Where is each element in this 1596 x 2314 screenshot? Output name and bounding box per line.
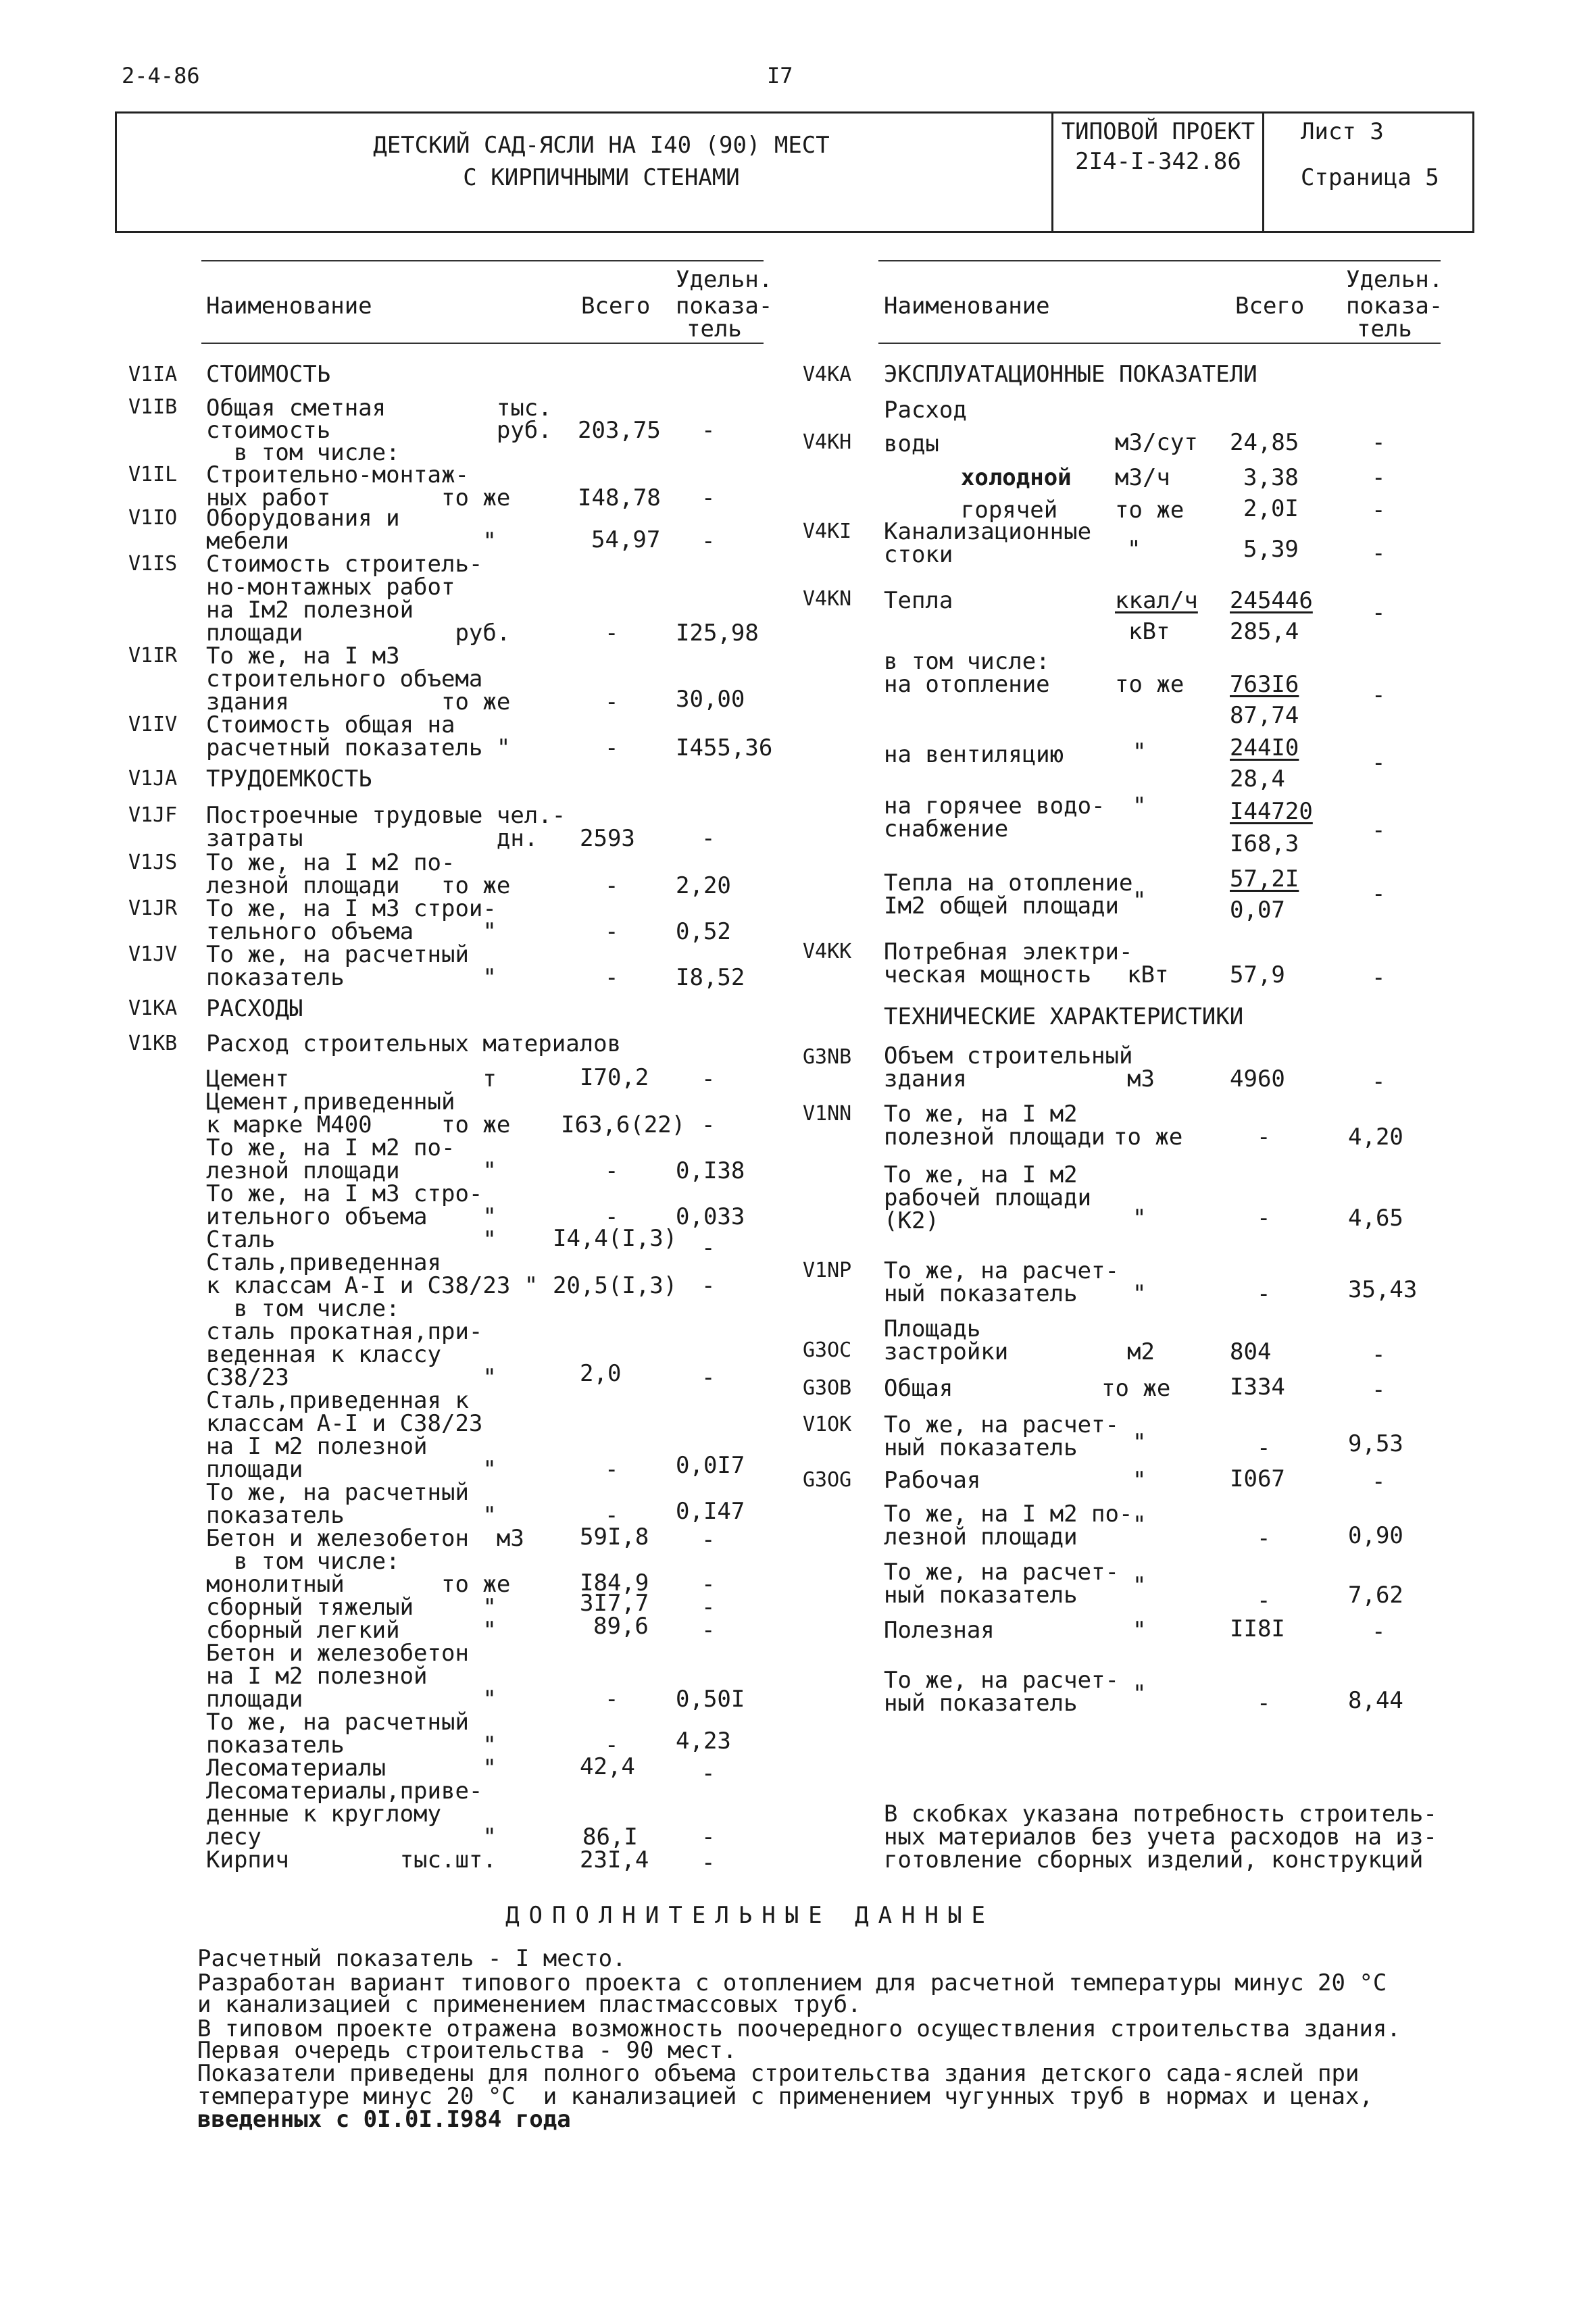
tech-spec: 0,90 (1348, 1522, 1403, 1549)
tech-total: - (1257, 1205, 1271, 1232)
material-line: лесу " (206, 1823, 497, 1851)
material-line: С38/23 " (206, 1364, 497, 1391)
row-spec: I25,98 (676, 620, 759, 647)
material-total: 23I,4 (580, 1846, 649, 1873)
material-total: - (605, 1732, 619, 1759)
tech-name: То же, на I м2 по- лезной площади (884, 1501, 1133, 1551)
stamp-sheet: Лист 3 (1301, 118, 1384, 145)
heat-spec: - (1372, 749, 1386, 776)
heat-value-bottom: 28,4 (1230, 765, 1285, 793)
additional-line: Расчетный показатель - I место. (197, 1945, 626, 1972)
material-total: I4,4(I,3) (553, 1225, 678, 1252)
tech-total: - (1257, 1525, 1271, 1552)
row-name-line: на Iм2 полезной (206, 597, 414, 624)
row-code: V1NP (803, 1259, 852, 1282)
material-total: I84,9 (580, 1569, 649, 1596)
row-name-line: мебели " (206, 528, 497, 555)
material-spec: - (701, 1571, 716, 1598)
left-header-name: Наименование (206, 293, 372, 320)
power-spec: - (1372, 964, 1386, 991)
row-total: - (605, 918, 619, 945)
tech-total: I334 (1230, 1374, 1285, 1401)
material-spec: - (701, 1760, 716, 1787)
material-line: Лесоматериалы,приве- (206, 1778, 483, 1805)
heat-value-top: 57,2I (1230, 865, 1299, 892)
tech-name: Рабочая (884, 1467, 981, 1494)
right-row-spec: - (1372, 464, 1386, 491)
heat-unit-top: " (1132, 738, 1147, 765)
row-spec: - (701, 417, 716, 444)
material-line: денные к круглому (206, 1801, 441, 1828)
material-line: Сталь,приведенная к (206, 1387, 469, 1414)
material-spec: 0,033 (676, 1203, 745, 1230)
row-spec: - (701, 528, 716, 555)
material-line: в том числе: (206, 1548, 400, 1575)
row-total: I48,78 (578, 484, 661, 511)
row-code: V1JA (128, 767, 178, 790)
material-total: 42,4 (580, 1753, 635, 1780)
tech-unit: " (1132, 1280, 1147, 1307)
stamp-project-number: 2I4-I-342.86 (1075, 148, 1241, 175)
row-name-line: Стоимость строитель- (206, 551, 483, 578)
tech-name: Объем строительный здания (884, 1042, 1133, 1092)
material-total: - (605, 1502, 619, 1529)
row-name-line: То же, на расчетный (206, 941, 469, 968)
row-total: - (605, 688, 619, 715)
row-total: - (605, 872, 619, 899)
stamp-page: Страница 5 (1301, 164, 1439, 191)
material-line: То же, на расчетный (206, 1479, 469, 1506)
row-name-line: строительного объема (206, 665, 483, 693)
tech-unit: " (1132, 1467, 1147, 1494)
tech-unit: " (1132, 1511, 1147, 1538)
heat-name: Тепла (884, 587, 953, 614)
section-title-technical: ТЕХНИЧЕСКИЕ ХАРАКТЕРИСТИКИ (884, 1003, 1244, 1030)
material-total: 89,6 (593, 1613, 649, 1640)
material-line: монолитный то же (206, 1571, 511, 1598)
row-total: - (605, 620, 619, 647)
material-spec: - (701, 1272, 716, 1299)
row-name-line: Строительно-монтаж- (206, 461, 469, 488)
tech-unit: " (1132, 1617, 1147, 1644)
tech-spec: - (1372, 1068, 1386, 1095)
row-spec: - (701, 825, 716, 852)
power-name: Потребная электри- ческая мощность (884, 938, 1133, 988)
material-line: ительного объема " (206, 1203, 497, 1230)
material-line: веденная к классу (206, 1341, 441, 1368)
row-spec: 0,52 (676, 918, 731, 945)
material-line: Цемент,приведенный (206, 1088, 455, 1115)
tech-spec: 4,20 (1348, 1124, 1403, 1151)
tech-unit: " (1132, 1680, 1147, 1707)
row-name-line: но-монтажных работ (206, 574, 455, 601)
tech-spec: 35,43 (1348, 1276, 1418, 1303)
row-total: 2593 (580, 825, 635, 852)
tech-total: - (1257, 1280, 1271, 1307)
material-line: сборный легкий " (206, 1617, 497, 1644)
additional-line: температуре минус 20 °С и канализацией с применением чугунных труб в нормах и ценах, (197, 2083, 1373, 2110)
row-name-line: показатель " (206, 964, 497, 991)
tech-name: Полезная (884, 1617, 995, 1644)
heat-value-bottom: 285,4 (1230, 618, 1299, 645)
row-name-line: Общая сметная тыс. (206, 395, 552, 422)
right-row-name: холодной (905, 464, 1072, 491)
tech-total: 4960 (1230, 1065, 1285, 1092)
material-line: показатель " (206, 1502, 497, 1529)
tech-spec: 9,53 (1348, 1430, 1403, 1457)
heat-spec: - (1372, 682, 1386, 709)
heat-unit-top: " (1132, 793, 1147, 820)
tech-spec: - (1372, 1618, 1386, 1645)
row-code: G3OB (803, 1376, 852, 1400)
row-total: - (605, 964, 619, 991)
material-line: площади " (206, 1686, 497, 1713)
material-total: 2,0 (580, 1360, 622, 1387)
row-code: V1IL (128, 463, 178, 486)
right-header-spec-3: тель (1357, 316, 1412, 343)
heat-spec: - (1372, 817, 1386, 844)
right-row-spec: - (1372, 429, 1386, 456)
material-spec: - (701, 1594, 716, 1621)
material-line: в том числе: (206, 1295, 400, 1322)
tech-total: II8I (1230, 1615, 1285, 1642)
power-unit: кВт (1127, 961, 1169, 988)
row-code: V1KA (128, 997, 178, 1020)
row-code: V1IV (128, 713, 178, 736)
row-total: - (605, 734, 619, 761)
material-line: Сталь " (206, 1226, 497, 1253)
right-row-unit: " (1127, 536, 1141, 563)
material-spec: 0,I47 (676, 1498, 745, 1525)
row-code: V1NN (803, 1102, 852, 1126)
row-spec: 30,00 (676, 686, 745, 713)
left-header-spec-2: показа- (676, 293, 773, 320)
heat-unit-bottom: кВт (1128, 618, 1170, 645)
material-line: Сталь,приведенная (206, 1249, 441, 1276)
material-total: 59I,8 (580, 1524, 649, 1551)
row-code: V1IR (128, 644, 178, 668)
row-name-line: Оборудования и (206, 505, 400, 532)
material-line: на I м2 полезной (206, 1433, 428, 1460)
row-name-line: Стоимость общая на (206, 711, 455, 738)
material-line: То же, на I м3 стро- (206, 1180, 483, 1207)
heat-name: в том числе: на отопление (884, 648, 1050, 698)
tech-spec: 8,44 (1348, 1687, 1403, 1714)
tech-unit: то же (1114, 1124, 1183, 1151)
row-code: V4KK (803, 940, 852, 963)
material-spec: - (701, 1364, 716, 1391)
material-line: Бетон и железобетон (206, 1640, 469, 1667)
tech-total: - (1257, 1587, 1271, 1614)
material-total: 3I7,7 (580, 1590, 649, 1617)
right-header-name: Наименование (884, 293, 1050, 320)
right-header-spec-2: показа- (1346, 293, 1443, 320)
tech-spec: - (1372, 1376, 1386, 1403)
row-name-line: стоимость руб. (206, 417, 552, 444)
right-row-spec: - (1372, 497, 1386, 524)
right-row-total: 2,0I (1243, 495, 1299, 522)
row-name-line: ных работ то же (206, 484, 511, 511)
heat-value-top: 763I6 (1230, 671, 1299, 698)
heat-spec: - (1372, 599, 1386, 626)
material-total: - (605, 1686, 619, 1713)
right-row-spec: - (1372, 540, 1386, 567)
section-title-labor: ТРУДОЕМКОСТЬ (206, 765, 372, 793)
right-row-name: воды (884, 430, 939, 457)
row-code: V4KH (803, 430, 852, 454)
tech-spec: 7,62 (1348, 1582, 1403, 1609)
heat-name: на горячее водо- снабжение (884, 793, 1105, 842)
row-code: V1IA (128, 363, 178, 386)
right-row-unit: м3/ч (1115, 464, 1170, 491)
right-header-total: Всего (1235, 293, 1305, 320)
material-spec: 0,50I (676, 1686, 745, 1713)
material-line: Лесоматериалы " (206, 1755, 497, 1782)
material-line: Цемент т (206, 1065, 497, 1092)
left-header-total: Всего (581, 293, 651, 320)
tech-name: То же, на расчет- ный показатель (884, 1411, 1119, 1461)
heat-value-bottom: 0,07 (1230, 897, 1285, 924)
tech-unit: м3 (1127, 1065, 1155, 1092)
material-total: - (605, 1456, 619, 1483)
tech-name: То же, на I м2 полезной площади (884, 1101, 1105, 1151)
left-header-spec-3: тель (687, 316, 742, 343)
material-total: I70,2 (580, 1064, 649, 1091)
material-line: к марке М400 то же (206, 1111, 511, 1138)
tech-name: То же, на расчет- ный показатель (884, 1667, 1119, 1717)
material-spec: - (701, 1065, 716, 1092)
tech-name: То же, на расчет- ный показатель (884, 1559, 1119, 1609)
right-row-total: 24,85 (1230, 429, 1299, 456)
row-name-line: расчетный показатель " (206, 734, 511, 761)
row-spec: - (701, 484, 716, 511)
right-row-name: Канализационные стоки (884, 518, 1092, 568)
material-spec: - (701, 1111, 716, 1138)
row-name-line: То же, на I м3 (206, 643, 400, 670)
tech-spec: 4,65 (1348, 1205, 1403, 1232)
heat-name: Тепла на отопление Iм2 общей площади (884, 870, 1133, 920)
section-title-cost: СТОИМОСТЬ (206, 361, 331, 388)
material-line: Кирпич тыс.шт. (206, 1846, 497, 1873)
row-code: V4KI (803, 520, 852, 543)
right-row-unit: то же (1115, 497, 1184, 524)
material-line: лезной площади " (206, 1157, 497, 1184)
section-title-exploitation: ЭКСПЛУАТАЦИОННЫЕ ПОКАЗАТЕЛИ (884, 361, 1257, 388)
material-spec: - (701, 1849, 716, 1876)
tech-spec: - (1372, 1341, 1386, 1368)
additional-line: введенных с 0I.0I.I984 года (197, 2106, 571, 2133)
row-spec: 2,20 (676, 872, 731, 899)
right-row-name: горячей (905, 497, 1058, 524)
stamp-project-label: ТИПОВОЙ ПРОЕКТ (1061, 118, 1255, 145)
heat-spec: - (1372, 880, 1386, 907)
row-total: 203,75 (578, 417, 661, 444)
material-total: - (605, 1157, 619, 1184)
material-spec: 0,I38 (676, 1157, 745, 1184)
heat-unit-top: " (1132, 887, 1147, 914)
row-total: 54,97 (591, 526, 661, 553)
tech-total: I067 (1230, 1465, 1285, 1492)
row-name-line: То же, на I м2 по- (206, 849, 455, 876)
row-name-line: здания то же (206, 688, 511, 715)
row-name-line: тельного объема " (206, 918, 497, 945)
stamp-title-line-1: ДЕТСКИЙ САД-ЯСЛИ НА I40 (90) МЕСТ (373, 132, 830, 159)
row-code: V1JV (128, 942, 178, 966)
additional-title: ДОПОЛНИТЕЛЬНЫЕ ДАННЫЕ (505, 1902, 995, 1929)
material-line: площади " (206, 1456, 497, 1483)
additional-line: В типовом проекте отражена возможность поочередного осуществления строительства здания. (197, 2015, 1401, 2042)
row-code: V1JS (128, 851, 178, 874)
row-code: V1JF (128, 803, 178, 827)
tech-spec: - (1372, 1468, 1386, 1495)
right-row-total: 5,39 (1243, 536, 1299, 563)
tech-total: 804 (1230, 1338, 1272, 1365)
row-name-line: То же, на I м3 строи- (206, 895, 497, 922)
row-code: G3OC (803, 1338, 852, 1362)
tech-unit: " (1132, 1205, 1147, 1232)
tech-total: - (1257, 1124, 1271, 1151)
material-line: То же, на расчетный (206, 1709, 469, 1736)
additional-line: Разработан вариант типового проекта с отоплением для расчетной температуры минус 20 °С (197, 1969, 1387, 1996)
row-code: V1KB (128, 1032, 178, 1055)
row-code: V1IB (128, 395, 178, 419)
heat-value-top: I44720 (1230, 798, 1313, 825)
tech-unit: м2 (1127, 1338, 1155, 1365)
power-total: 57,9 (1230, 961, 1285, 988)
right-row-total: 3,38 (1243, 464, 1299, 491)
heat-value-bottom: I68,3 (1230, 830, 1299, 857)
row-name-line: Расход строительных материалов (206, 1030, 622, 1057)
heat-name: на вентиляцию (884, 741, 1064, 768)
heat-value-bottom: 87,74 (1230, 702, 1299, 729)
additional-line: Показатели приведены для полного объема строительства здания детского сада-яслей при (197, 2060, 1360, 2087)
row-name-line: площади руб. (206, 620, 511, 647)
row-code: V1OK (803, 1413, 852, 1436)
material-spec: 4,23 (676, 1728, 731, 1755)
material-spec: - (701, 1526, 716, 1553)
stamp-title-line-2: С КИРПИЧНЫМИ СТЕНАМИ (463, 164, 740, 191)
material-spec: - (701, 1617, 716, 1644)
row-spec: I455,36 (676, 734, 773, 761)
material-line: Бетон и железобетон м3 (206, 1525, 524, 1552)
row-name-line: в том числе: (206, 439, 400, 466)
footnote: В скобках указана потребность строитель- ных материалов без учета расходов на из- готовление сборных изделий, конструкций (884, 1801, 1437, 1873)
material-line: показатель " (206, 1732, 497, 1759)
material-line: классам А-I и С38/23 (206, 1410, 483, 1437)
material-line: к классам А-I и С38/23 " (206, 1272, 539, 1299)
right-row-unit: м3/сут (1115, 429, 1198, 456)
tech-name: Площадь застройки (884, 1315, 1009, 1365)
heat-value-top: 245446 (1230, 587, 1313, 614)
additional-line: и канализацией с применением пластмассовых труб. (197, 1991, 862, 2018)
material-total: 20,5(I,3) (553, 1272, 678, 1299)
section-title-expenses: РАСХОДЫ (206, 995, 303, 1022)
material-total: - (605, 1203, 619, 1230)
material-line: сборный тяжелый " (206, 1594, 497, 1621)
tech-name: То же, на I м2 рабочей площади (К2) (884, 1161, 1092, 1234)
row-code: G3OG (803, 1468, 852, 1492)
tech-total: - (1257, 1690, 1271, 1717)
left-header-spec-1: Удельн. (676, 266, 773, 293)
tech-total: - (1257, 1434, 1271, 1461)
right-header-spec-1: Удельн. (1346, 266, 1443, 293)
page-number: I7 (767, 63, 793, 89)
tech-name: То же, на расчет- ный показатель (884, 1257, 1119, 1307)
heat-value-top: 244I0 (1230, 734, 1299, 761)
row-code: V4KA (803, 363, 852, 386)
material-total: 86,I (582, 1823, 638, 1851)
tech-unit: " (1132, 1572, 1147, 1599)
row-name-line: лезной площади то же (206, 872, 511, 899)
row-code: V4KN (803, 587, 852, 611)
right-row-name: Расход (884, 397, 967, 424)
row-name-line: Построечные трудовые чел.- (206, 802, 566, 829)
heat-unit-top: то же (1115, 671, 1184, 698)
row-name-line: затраты дн. (206, 825, 539, 852)
material-spec: - (701, 1234, 716, 1261)
row-code: V1IO (128, 506, 178, 530)
row-code: V1JR (128, 897, 178, 920)
document-code: 2-4-86 (122, 63, 200, 89)
row-spec: I8,52 (676, 964, 745, 991)
tech-name: Общая (884, 1375, 953, 1402)
row-code: G3NB (803, 1045, 852, 1069)
material-line: сталь прокатная,при- (206, 1318, 483, 1345)
material-line: То же, на I м2 по- (206, 1134, 455, 1161)
material-total: I63,6(22) (561, 1111, 686, 1138)
tech-unit: то же (1101, 1375, 1171, 1402)
heat-unit-top: ккал/ч (1115, 587, 1198, 614)
additional-line: Первая очередь строительства - 90 мест. (197, 2037, 737, 2064)
material-line: на I м2 полезной (206, 1663, 428, 1690)
material-spec: - (701, 1823, 716, 1851)
material-spec: 0,0I7 (676, 1452, 745, 1479)
row-code: V1IS (128, 552, 178, 576)
tech-unit: " (1132, 1429, 1147, 1456)
